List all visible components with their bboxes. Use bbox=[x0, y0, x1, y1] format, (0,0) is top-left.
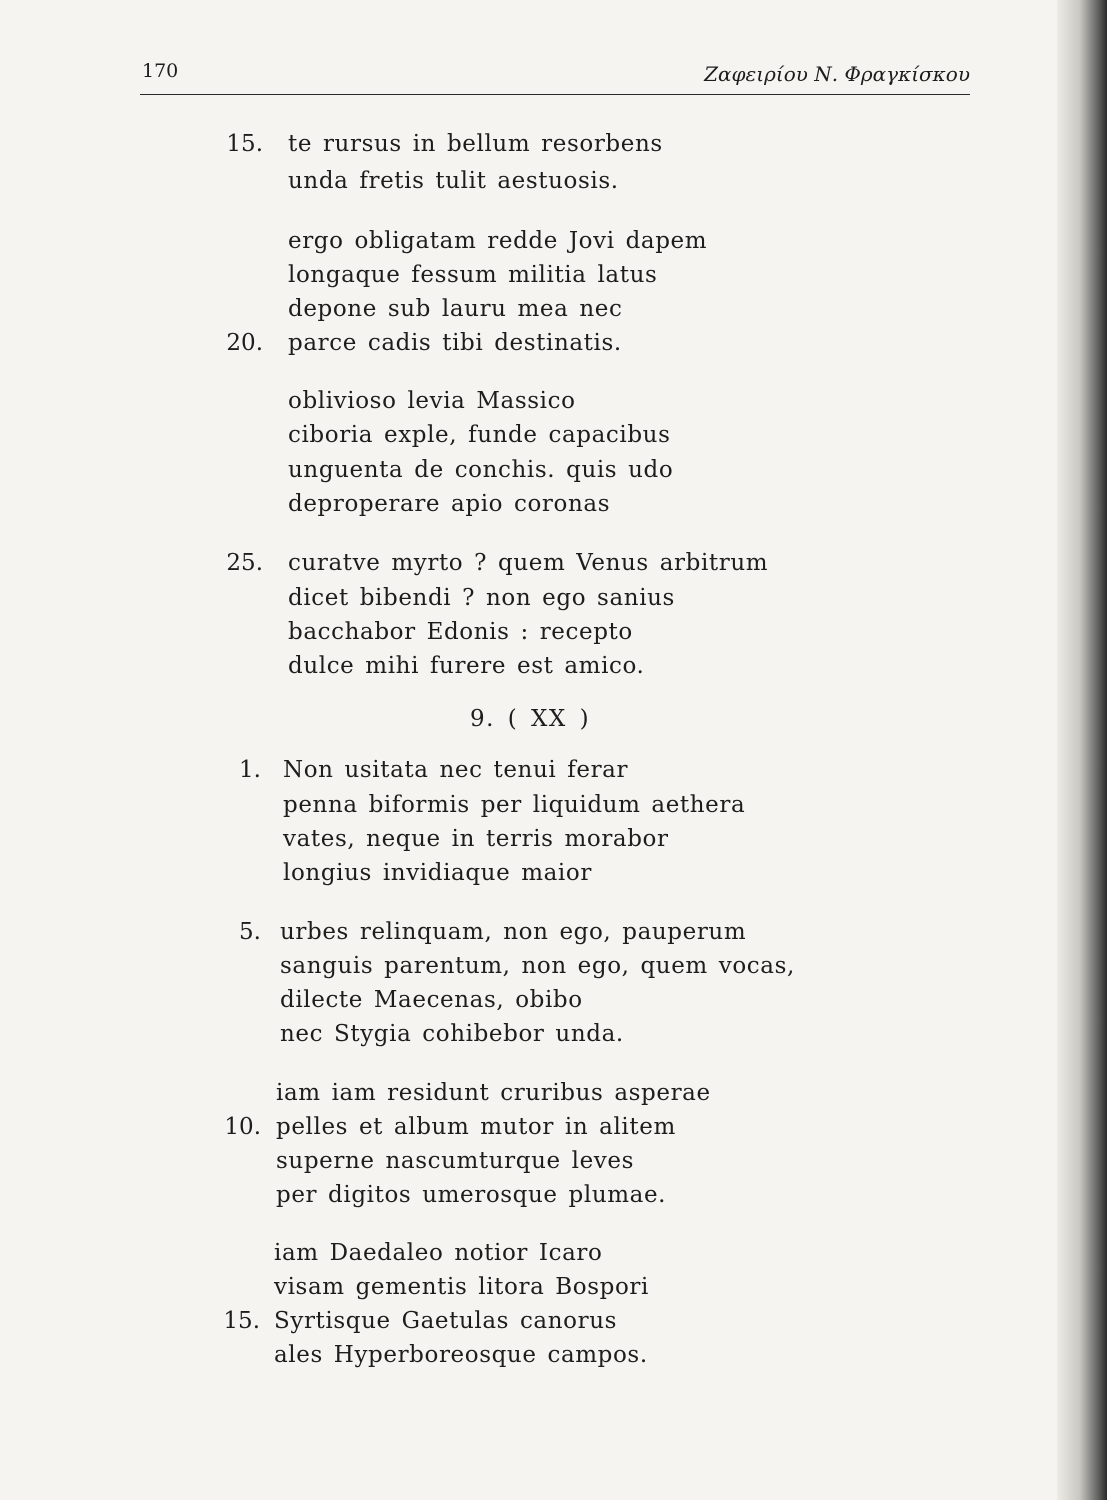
verse-line: penna biformis per liquidum aethera bbox=[283, 792, 746, 818]
verse-line: oblivioso levia Massico bbox=[288, 388, 576, 414]
verse-line: longius invidiaque maior bbox=[283, 860, 592, 886]
verse-line: curatve myrto ? quem Venus arbitrum bbox=[288, 550, 769, 576]
line-number: 10. bbox=[224, 1114, 261, 1140]
verse-line: ciboria exple, funde capacibus bbox=[288, 422, 671, 448]
verse-line: depone sub lauru mea nec bbox=[288, 296, 623, 322]
verse-line: longaque fessum militia latus bbox=[288, 262, 658, 288]
verse-line: sanguis parentum, non ego, quem vocas, bbox=[280, 953, 795, 979]
verse-line: bacchabor Edonis : recepto bbox=[288, 619, 633, 645]
verse-line: ergo obligatam redde Jovi dapem bbox=[288, 228, 708, 254]
verse-line: dicet bibendi ? non ego sanius bbox=[288, 585, 675, 611]
line-number: 1. bbox=[239, 757, 261, 783]
verse-line: nec Stygia cohibebor unda. bbox=[280, 1021, 624, 1047]
verse-line: vates, neque in terris morabor bbox=[283, 826, 669, 852]
line-number: 25. bbox=[226, 550, 263, 576]
verse-line: deproperare apio coronas bbox=[288, 491, 611, 517]
page-number: 170 bbox=[142, 60, 179, 82]
verse-line: ales Hyperboreosque campos. bbox=[274, 1342, 648, 1368]
line-number: 5. bbox=[239, 919, 261, 945]
verse-line: te rursus in bellum resorbens bbox=[288, 131, 663, 157]
line-number: 20. bbox=[226, 330, 263, 356]
running-title: Ζαφειρίου Ν. Φραγκίσκου bbox=[704, 62, 970, 86]
verse-line: dilecte Maecenas, obibo bbox=[280, 987, 583, 1013]
ode-heading: 9. ( XX ) bbox=[470, 706, 591, 732]
verse-line: dulce mihi furere est amico. bbox=[288, 653, 645, 679]
verse-line: Syrtisque Gaetulas canorus bbox=[274, 1308, 618, 1334]
verse-line: pelles et album mutor in alitem bbox=[276, 1114, 676, 1140]
line-number: 15. bbox=[226, 131, 263, 157]
line-number: 15. bbox=[223, 1308, 260, 1334]
verse-line: iam Daedaleo notior Icaro bbox=[274, 1240, 603, 1266]
verse-line: iam iam residunt cruribus asperae bbox=[276, 1080, 711, 1106]
verse-line: visam gementis litora Bospori bbox=[274, 1274, 649, 1300]
verse-line: per digitos umerosque plumae. bbox=[276, 1182, 667, 1208]
verse-line: superne nascumturque leves bbox=[276, 1148, 634, 1174]
page-edge-shadow bbox=[1057, 0, 1107, 1500]
verse-line: unda fretis tulit aestuosis. bbox=[288, 168, 619, 194]
verse-line: urbes relinquam, non ego, pauperum bbox=[280, 919, 747, 945]
verse-line: unguenta de conchis. quis udo bbox=[288, 457, 674, 483]
verse-line: parce cadis tibi destinatis. bbox=[288, 330, 622, 356]
verse-line: Non usitata nec tenui ferar bbox=[283, 757, 629, 783]
